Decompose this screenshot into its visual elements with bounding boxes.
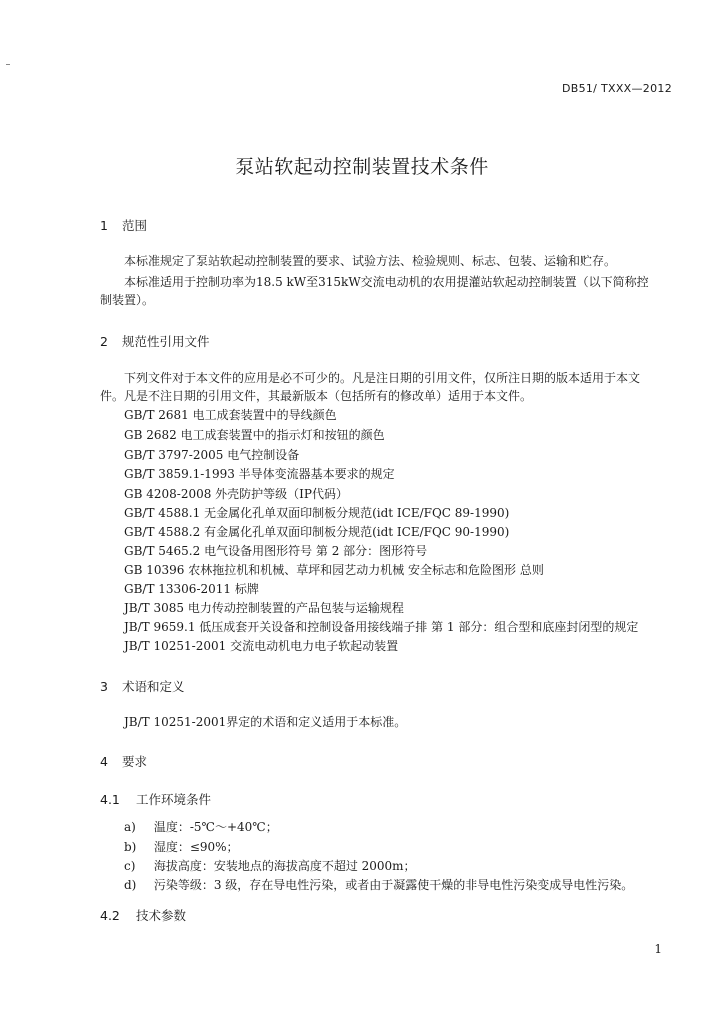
list-item (124, 818, 278, 835)
list-label: d) (124, 878, 137, 892)
scope-paragraph-2-line-2: 制装置）。 (100, 293, 155, 307)
scope-paragraph-2-line-1: 本标准适用于控制功率为18.5 kW至315kW交流电动机的农用提灌站软起动控制装置（以下简称控 (124, 275, 649, 289)
terms-paragraph: JB/T 10251-2001界定的术语和定义适用于本标准。 (124, 715, 407, 729)
section-number: 2 (100, 334, 108, 349)
document-title: 泵站软起动控制装置技术条件 (235, 156, 489, 178)
list-text: 污染等级：3 级，存在导电性污染，或者由于凝露使干燥的非导电性污染变成导电性污染。 (153, 878, 634, 892)
section-number: 1 (100, 218, 108, 233)
section-title: 要求 (121, 754, 147, 769)
normative-intro-line-1: 下列文件对于本文件的应用是必不可少的。凡是注日期的引用文件，仅所注日期的版本适用于本文 (124, 371, 641, 385)
section-number: 4.1 (100, 792, 120, 807)
reference-item: GB 10396 农林拖拉机和机械、草坪和园艺动力机械 安全标志和危险图形 总则 (124, 563, 544, 577)
reference-item: JB/T 3085 电力传动控制装置的产品包装与运输规程 (124, 601, 404, 615)
reference-item: JB/T 9659.1 低压成套开关设备和控制设备用接线端子排 第 1 部分：组合型和底座封闭型的规定 (124, 620, 639, 634)
section-title: 技术参数 (135, 908, 186, 923)
reference-item: GB 4208-2008 外壳防护等级（IP代码） (124, 487, 348, 501)
section-4-heading (100, 752, 147, 770)
normative-intro-line-2: 件。凡是不注日期的引用文件，其最新版本（包括所有的修改单）适用于本文件。 (100, 389, 533, 403)
section-number: 4 (100, 754, 108, 769)
section-number: 3 (100, 679, 108, 694)
list-label: a) (124, 820, 136, 834)
list-text: 湿度：≤90%； (153, 840, 239, 854)
reference-item: GB/T 3859.1-1993 半导体变流器基本要求的规定 (124, 467, 395, 481)
list-text: 海拔高度：安装地点的海拔高度不超过 2000m； (153, 859, 416, 873)
section-4-2-heading (100, 906, 186, 924)
reference-item: GB/T 2681 电工成套装置中的导线颜色 (124, 408, 337, 422)
section-title: 规范性引用文件 (121, 334, 210, 349)
page-number: 1 (654, 942, 662, 956)
section-number: 4.2 (100, 908, 120, 923)
list-item (124, 838, 239, 855)
section-4-1-heading (100, 790, 211, 808)
reference-item: GB 2682 电工成套装置中的指示灯和按钮的颜色 (124, 428, 385, 442)
section-title: 工作环境条件 (135, 792, 211, 807)
list-text: 温度：-5℃～+40℃； (153, 820, 278, 834)
reference-item: GB/T 4588.1 无金属化孔单双面印制板分规范(idt ICE/FQC 89-1990) (124, 506, 510, 520)
list-item (124, 857, 416, 874)
reference-item: GB/T 5465.2 电气设备用图形符号 第 2 部分：图形符号 (124, 544, 428, 558)
list-label: b) (124, 840, 137, 854)
section-1-heading (100, 216, 147, 234)
scope-paragraph-1: 本标准规定了泵站软起动控制装置的要求、试验方法、检验规则、标志、包装、运输和贮存。 (124, 254, 617, 268)
list-item (124, 876, 633, 893)
standard-code: DB51/ TXXX—2012 (561, 82, 672, 95)
reference-item: GB/T 13306-2011 标牌 (124, 582, 259, 596)
section-2-heading (100, 332, 210, 350)
section-title: 术语和定义 (121, 679, 185, 694)
reference-item: JB/T 10251-2001 交流电动机电力电子软起动装置 (124, 639, 399, 653)
reference-item: GB/T 3797-2005 电气控制设备 (124, 448, 300, 462)
section-title: 范围 (121, 218, 147, 233)
list-label: c) (124, 859, 136, 873)
section-3-heading (100, 677, 185, 695)
reference-item: GB/T 4588.2 有金属化孔单双面印制板分规范(idt ICE/FQC 90-1990) (124, 525, 510, 539)
scan-speck (6, 64, 10, 65)
